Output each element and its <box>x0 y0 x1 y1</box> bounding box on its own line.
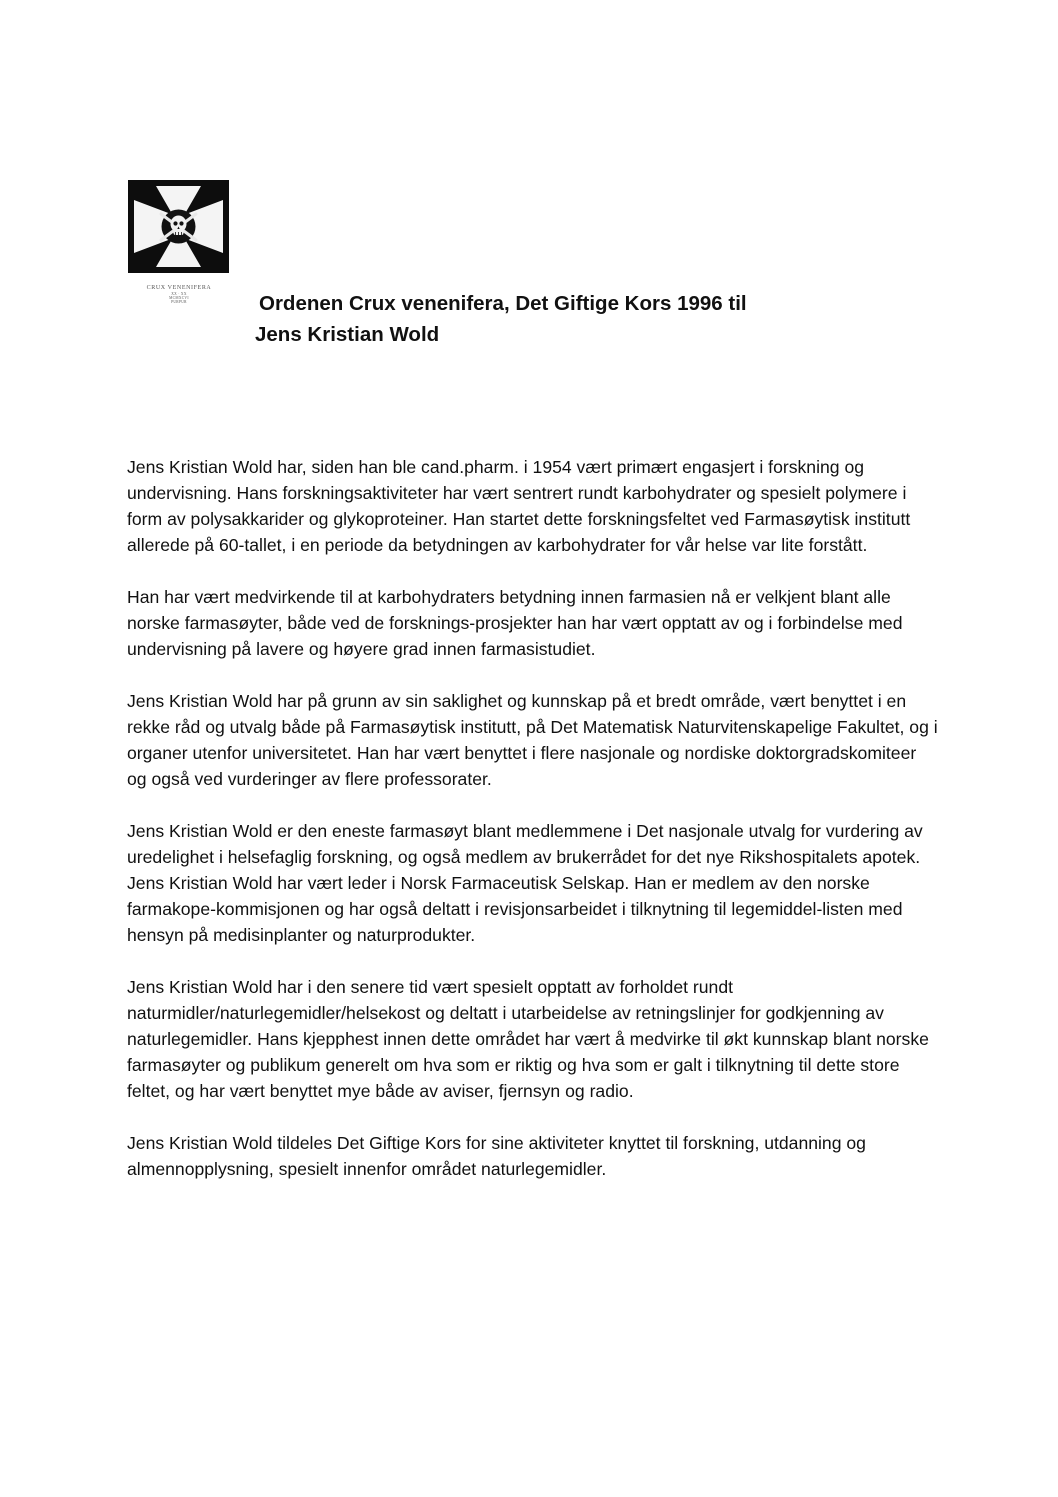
paragraph-research: Jens Kristian Wold har, siden han ble cand.pharm. i 1954 vært primært engasjert i forskning og undervisning. Hans forskningsaktiviteter har vært sentrert rundt karbohydrater og spesielt polymere i form av polysakkarider og glykoproteiner. Han startet dette forskningsfeltet ved Farmasøytisk institutt allerede på 60-tallet, i en periode da betydningen av karbohydrater for vår helse var lite forstått. <box>127 457 911 555</box>
paragraph-committees: Jens Kristian Wold har på grunn av sin saklighet og kunnskap på et bredt område, vært benyttet i en rekke råd og utvalg både på Farmasøytisk institutt, på Det Matematisk Naturvitenskapelige Fakultet, og i organer utenfor universitetet. Han har vært benyttet i flere nasjonale og nordiske doktorgradskomiteer og også ved vurderinger av flere professorater. <box>127 691 938 789</box>
paragraph-memberships: Jens Kristian Wold er den eneste farmasøyt blant medlemmene i Det nasjonale utvalg for vurdering av uredelighet i helsefaglig forskning, og også medlem av brukerrådet for det nye Rikshospitalets apotek. Jens Kristian Wold har vært leder i Norsk Farmaceutisk Selskap. Han er medlem av den norske farmakope-kommisjonen og har også deltatt i revisjonsarbeidet i tilknytning til legemiddel-listen med hensyn på medisinplanter og naturprodukter. <box>127 821 923 945</box>
logo-caption-line: MCMXCVI <box>169 296 189 301</box>
paragraph-natural-medicines: Jens Kristian Wold har i den senere tid vært spesielt opptatt av forholdet rundt naturmidler/naturlegemidler/helsekost og deltatt i utarbeidelse av retningslinjer for godkjenning av naturlegemidler. Hans kjepphest innen dette området har vært å medvirke til økt kunnskap blant norske farmasøyter og publikum generelt om hva som er riktig og hva som er galt i tilknytning til dette store feltet, og har vært benyttet mye både av aviser, fjernsyn og radio. <box>127 977 929 1101</box>
title-line-1: Ordenen Crux venenifera, Det Giftige Kors 1996 til <box>259 292 747 315</box>
logo-caption <box>128 285 230 304</box>
logo-caption-main: CRUX VENENIFERA <box>146 285 212 291</box>
paragraph-award: Jens Kristian Wold tildeles Det Giftige Kors for sine aktiviteter knyttet til forskning, utdanning og almennopplysning, spesielt innenfor området naturlegemidler. <box>127 1133 866 1179</box>
logo-caption-line: PURPUR <box>171 300 187 305</box>
logo <box>128 180 230 304</box>
page-title <box>255 288 975 350</box>
paragraph-contribution: Han har vært medvirkende til at karbohydraters betydning innen farmasien nå er velkjent blant alle norske farmasøyter, både ved de forsknings-prosjekter han har vært opptatt av og i forbindelse med undervisning på lavere og høyere grad innen farmasistudiet. <box>127 587 903 659</box>
logo-caption-line: XX · XX <box>171 291 187 296</box>
crux-venenifera-emblem-icon <box>128 180 229 273</box>
document-body <box>127 454 939 1208</box>
title-line-2: Jens Kristian Wold <box>255 323 440 346</box>
